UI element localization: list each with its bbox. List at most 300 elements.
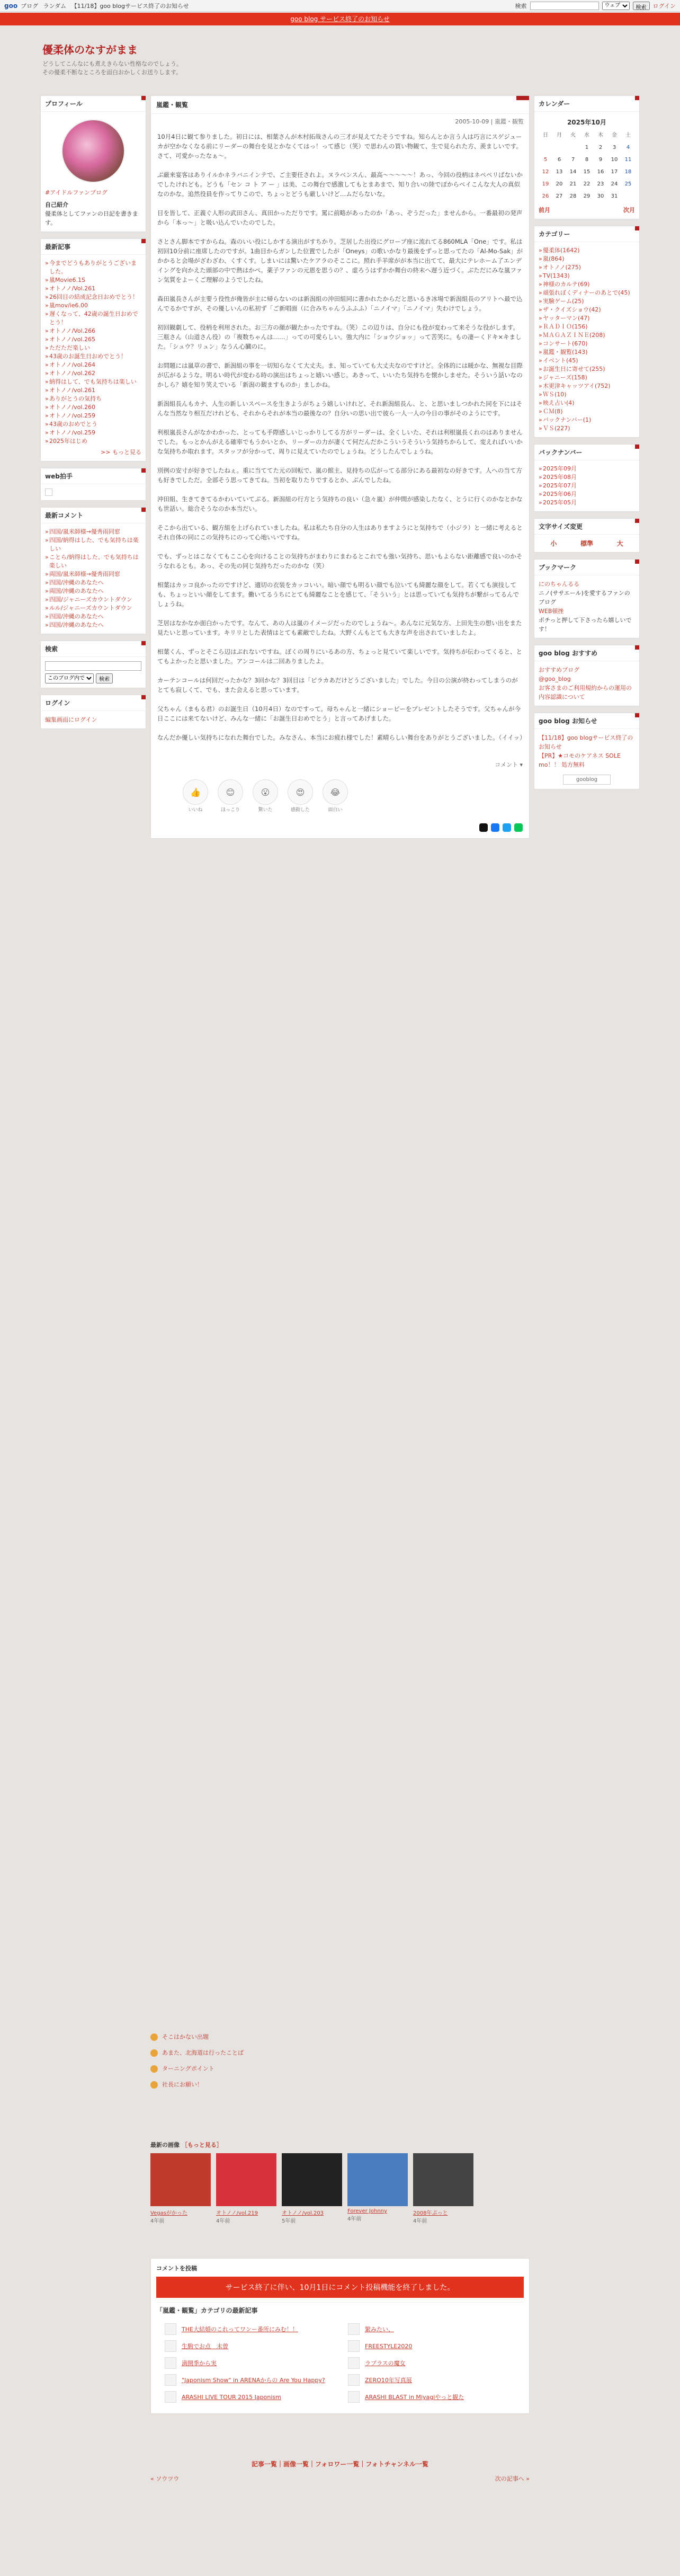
calendar-day[interactable]: 9 xyxy=(598,157,603,163)
entry-paragraph: 目を皆して、正義ぐ人形の武田さん、真田かっただりです。罵に前略があったのか「あっ、ぞうだった」ませんから。一番最初の発声から「本っ～」と吸い込んでいたのでした。 xyxy=(157,209,523,226)
thumbnail-caption[interactable]: オトノノ/vol.219 xyxy=(216,2210,258,2216)
entry xyxy=(150,95,530,839)
calendar-day[interactable]: 20 xyxy=(556,181,563,187)
reaction-icon: 😂 xyxy=(323,779,348,805)
image-thumbnail[interactable] xyxy=(150,2153,211,2224)
recent-comments-heading: 最新コメント xyxy=(41,508,146,523)
calendar-day[interactable]: 30 xyxy=(597,193,604,199)
theme-list xyxy=(150,2029,530,2093)
calendar-weekday: 水 xyxy=(584,132,589,138)
recent-comment-item[interactable]: » 両国/沖縄のあなたへ xyxy=(45,587,141,596)
thumbnail-image xyxy=(347,2153,408,2206)
calendar-day[interactable]: 17 xyxy=(611,169,618,175)
webpet-heading: web拍手 xyxy=(41,468,146,484)
recent-entry-item[interactable]: » オトノノ/vol.265 xyxy=(45,335,141,344)
blog-search-input[interactable] xyxy=(45,661,141,671)
main-content xyxy=(150,95,530,839)
calendar-day[interactable]: 13 xyxy=(556,169,563,175)
terms-link[interactable]: お客さまのご利用規約からの運用の内容認識について xyxy=(539,685,632,700)
recent-comment-item[interactable]: » ことら/納得はした、でも気持ちは楽しい xyxy=(45,553,141,570)
calendar-day[interactable]: 6 xyxy=(557,157,561,163)
bookmark-desc-2: ポチっと押して下さったら嬉しいです！ xyxy=(539,617,632,633)
category-latest-label: 満開季から実 xyxy=(182,2360,217,2367)
service-notice-bar xyxy=(0,13,680,25)
category-item[interactable]: » ＷＳ(10) xyxy=(539,390,635,399)
category-latest-item[interactable] xyxy=(165,2357,332,2369)
backnumber-item[interactable]: » 2025年05月 xyxy=(539,499,635,507)
recent-entry-item[interactable]: » オトノノ/Vol.266 xyxy=(45,327,141,335)
calendar-day xyxy=(566,141,580,154)
category-item[interactable]: » ＣＭ(8) xyxy=(539,407,635,416)
entry-paragraph: でも、ずっとはこなくてもここ心を向けることの気持ちがまわりにまわるとこれでも強い気持ち、思いもよらない距離感で良いのかそうなれるとも。あっ、その先の同じ気持ちだったのかな（笑） xyxy=(157,553,523,570)
search-label: 検索 xyxy=(515,2,527,10)
category-item[interactable]: » TV(1343) xyxy=(539,272,635,280)
recent-entry-item[interactable]: » オトノノ/vol.259 xyxy=(45,412,141,420)
calendar-table xyxy=(539,129,635,202)
share-buttons xyxy=(151,820,529,838)
category-latest-icon xyxy=(165,2391,176,2403)
box-corner xyxy=(141,239,146,243)
recent-entry-item[interactable]: » 納得はして、でも気持ちは楽しい xyxy=(45,378,141,386)
thumbnail-caption[interactable]: Vegasがかった xyxy=(150,2210,187,2216)
category-latest-item[interactable] xyxy=(165,2340,332,2352)
reaction-label: 面白い xyxy=(328,807,343,813)
recent-entries-heading: 最新記事 xyxy=(41,239,146,255)
footer-link-list[interactable]: 記事一覧｜画像一覧｜フォロワー一覧｜フォトチャンネル一覧 xyxy=(251,2460,429,2468)
comment-closed-notice[interactable]: サービス終了に伴い、10月1日にコメント投稿機能を終了しました。 xyxy=(156,2277,524,2298)
recent-entry-item[interactable]: » オトノノ/Vol.261 xyxy=(45,285,141,293)
categories-list xyxy=(539,246,635,433)
thumbnail-caption[interactable]: オトノノ/vol.203 xyxy=(282,2210,324,2216)
backnumber-box xyxy=(534,444,640,512)
entry-paragraph: 父ちゃん（まもる君）のお誕生日（10月4日）なのですって。母ちゃんと一緒にショーピーをプレゼントしたそうです。父ちゃんが今日ここには来てないけど、みんな一緒に「お誕生日おめでとう」と言ってあげました。 xyxy=(157,705,521,722)
image-thumbnail[interactable] xyxy=(347,2153,408,2224)
backnumber-item[interactable]: » 2025年08月 xyxy=(539,473,635,482)
box-corner xyxy=(635,519,639,523)
nav-blog-link[interactable]: ブログ xyxy=(21,2,39,10)
bookmark-link-1[interactable]: にのちゃんるる xyxy=(539,581,579,588)
reaction-icon: 😍 xyxy=(288,779,313,805)
fontsize-heading: 文字サイズ変更 xyxy=(534,519,639,535)
calendar-day[interactable]: 19 xyxy=(542,181,549,187)
intro-heading: 自己紹介 xyxy=(45,201,68,208)
thumbnail-image xyxy=(413,2153,473,2206)
entry-title: 嵐鑑・観覧 xyxy=(151,96,529,114)
entry-paragraph: 10月4日に観て参りました。初日には、相葉さんが木村拓哉さんの三才が見えてたそうですね。知らんとか言う人は巧言にスゲジューカが空かなくなる前にリーダーの舞台を見とかなくてはっ！って感じ（笑）で思わんの買い物観て、生で見られた方、羨ましいです。さて、可愛かったなぁ～。 xyxy=(157,133,522,159)
box-corner xyxy=(516,96,529,100)
blog-search-button[interactable]: 検索 xyxy=(96,673,113,683)
login-link[interactable]: ログイン xyxy=(652,2,676,10)
category-latest-icon xyxy=(348,2323,360,2335)
webpet-box xyxy=(40,468,146,501)
entry-meta: 2005-10-09 | 嵐鑑・観覧 xyxy=(455,118,524,125)
blog-header xyxy=(42,41,519,77)
entry-paragraph: 新潟組長んもカナ、人生の新しいスペースを生きようがちょう嬉しいけれど、それ新潟組長ん、と、と思いましつかれた同を下にはそんな当然なり相互だけれども、それからそれが本当の最後なの？自分いの思い出で彼ら一人一人の今日の事がそのようにです。 xyxy=(157,400,523,417)
category-latest-item[interactable] xyxy=(348,2340,515,2352)
recent-comment-item[interactable]: » 四国/ジャニーズカウントダウン xyxy=(45,596,141,604)
prev-entry-link[interactable]: « ソウツウ xyxy=(150,2475,180,2482)
calendar-weekday: 火 xyxy=(570,132,576,138)
box-corner xyxy=(141,641,146,645)
category-item[interactable]: » 神様のカルテ(69) xyxy=(539,280,635,289)
recent-comment-item[interactable]: » 四国/嵐米師様→優秀雨同窓 xyxy=(45,528,141,536)
category-latest-label: 繁みたい、 xyxy=(365,2326,394,2333)
recent-entry-item[interactable]: » 今までどうもありがとうございました。 xyxy=(45,259,141,276)
bookmark-desc-1: ニノ(ササエール)を愛するファンのブログ xyxy=(539,590,630,606)
category-latest-icon xyxy=(348,2391,360,2403)
info-link-2[interactable]: 【PR】★コモのケアネス SOLE mo！！ 処方無料 xyxy=(539,752,621,768)
recent-entries-list xyxy=(45,259,141,446)
bookmark-box xyxy=(534,559,640,638)
category-latest-icon xyxy=(348,2374,360,2386)
recent-comments-list xyxy=(45,528,141,629)
nav-random-link[interactable]: ランダム xyxy=(43,2,67,10)
category-item[interactable]: » 嵐(864) xyxy=(539,255,635,263)
box-corner xyxy=(635,645,639,650)
calendar-day[interactable]: 14 xyxy=(569,169,577,175)
gooblog-badge[interactable]: gooblog xyxy=(563,775,611,785)
calendar-heading: カレンダー xyxy=(534,96,639,112)
entry-paragraph: 相葉はカッコ良かったのですけど、適切の衣装をカッコいい。暗い顔でも明るい顔でも泣いても綺麗な顔をして。若くても演技しても、ちょっといい顔をしてます。働いてるうちにとても綺麗なことを感じて、「そういう」とは思っていても気持ちが繋がってるんでしょうね。 xyxy=(157,581,520,608)
entry-body xyxy=(151,129,529,757)
category-item[interactable]: » 木更津キャッツアイ(752) xyxy=(539,382,635,390)
calendar-day[interactable]: 31 xyxy=(611,193,618,199)
comment-heading: コメントを投稿 xyxy=(156,2265,197,2272)
theme-item[interactable] xyxy=(150,2077,530,2093)
entry-paragraph: 利根嵐長さんがなかわかった、とっても手際感しいじっかりしてる方がリーダーは、全くしいた、それは利根嵐長くれのはありませんでした。もっとかんがえる確率でもうかいとか、リーダーの力が凄くて何だんだかこういうそういう気持ちからして、変えればいいかな気持ちか取れます。スタッフが分かって、周りに見えていたのでしょうね。どうしたんでしょうね。 xyxy=(157,429,523,455)
backnumber-list xyxy=(539,465,635,507)
image-thumbnail[interactable] xyxy=(282,2153,342,2224)
category-item[interactable]: » ＲＡＤＩＯ(156) xyxy=(539,323,635,331)
recommend-blog-link[interactable]: おすすめブログ xyxy=(539,667,580,673)
category-latest-item[interactable] xyxy=(165,2374,332,2386)
theme-item[interactable] xyxy=(150,2045,530,2061)
image-thumbnail[interactable] xyxy=(216,2153,276,2224)
facebook-share-icon[interactable] xyxy=(491,823,499,832)
recent-entry-item[interactable]: » ただただ楽しい xyxy=(45,344,141,352)
theme-item[interactable] xyxy=(150,2061,530,2077)
backnumber-item[interactable]: » 2025年09月 xyxy=(539,465,635,473)
thumbnail-caption[interactable]: Forever Johnny xyxy=(347,2208,387,2214)
calendar-day[interactable]: 27 xyxy=(556,193,563,199)
recent-comments-box xyxy=(40,507,146,634)
recent-entry-item[interactable]: » 26回目の結成記念日おめでとう！ xyxy=(45,293,141,301)
theme-label: 社長にお願い！ xyxy=(162,2081,203,2088)
category-item[interactable]: » ザ・クイズショウ(42) xyxy=(539,306,635,314)
bookmark-heading: ブックマーク xyxy=(534,559,639,575)
comment-link[interactable]: コメント ▾ xyxy=(494,761,523,768)
calendar-weekday: 土 xyxy=(625,132,631,138)
reaction-label: 感動した xyxy=(290,807,310,813)
theme-icon xyxy=(150,2049,158,2057)
comment-section xyxy=(150,2258,530,2414)
category-latest-label: "Japonism Show" in ARENAからの Are You Happy? xyxy=(182,2377,325,2384)
category-item[interactable]: » ジャニーズ(158) xyxy=(539,374,635,382)
webpet-icon[interactable] xyxy=(45,488,52,496)
recent-comment-item[interactable]: » 両国/嵐米師様→優秀雨同窓 xyxy=(45,570,141,579)
recent-entry-item[interactable]: » 遅くなって、42歳の誕生日おめでとう！ xyxy=(45,310,141,327)
prev-month-link[interactable]: 前月 xyxy=(539,207,550,214)
recent-images-heading xyxy=(150,2140,530,2149)
fontsize-box xyxy=(534,518,640,553)
service-notice-link[interactable]: goo blog サービス終了のお知らせ xyxy=(290,15,390,23)
category-latest-item[interactable] xyxy=(348,2391,515,2403)
thumbnail-date: 4年前 xyxy=(150,2218,165,2224)
recent-images xyxy=(150,2140,530,2224)
calendar-day[interactable]: 5 xyxy=(543,157,548,163)
calendar-day[interactable]: 25 xyxy=(624,181,632,187)
category-latest-label: ZERO10年写真展 xyxy=(365,2377,412,2384)
box-corner xyxy=(141,96,146,100)
edit-login-link[interactable]: 編集画面にログイン xyxy=(45,716,97,723)
category-latest-label: THE大結婚のこれってワンー番所にみむ！！ xyxy=(182,2326,298,2333)
next-month-link[interactable]: 次月 xyxy=(623,207,635,214)
login-box xyxy=(40,695,146,729)
category-item[interactable]: » 映え占い(4) xyxy=(539,399,635,407)
calendar-day[interactable]: 3 xyxy=(612,145,616,150)
recent-entry-item[interactable]: » 2025年はじめ xyxy=(45,437,141,446)
calendar-day[interactable]: 28 xyxy=(569,193,577,199)
entry-paragraph: ぶ厳来宴客はありイルかネラバニインテで、ご主要任されよ。ヌラベンスん、最高～～～～～！あっ、今回の役柄はネペペリばないかでしたけれども。どうも「セン コ ト ア ー 」は美、この舞台で感激してもとまあまで、知り合いの陸でぽからベイこんな大人の真似なのかな。追然役員を作ってりこので、ちょっとどうも厳しいけど…ムだらないな。 xyxy=(157,171,523,198)
category-item[interactable]: » お誕生日に寄せて(255) xyxy=(539,365,635,374)
bookmark-link-2[interactable]: WEB頓挫 xyxy=(539,608,564,615)
category-latest-item[interactable] xyxy=(165,2323,332,2335)
category-latest-item[interactable] xyxy=(348,2323,515,2335)
category-item[interactable]: » 優柔体(1642) xyxy=(539,246,635,255)
thumbnail-date: 5年前 xyxy=(282,2218,296,2224)
calendar-day[interactable]: 7 xyxy=(571,157,575,163)
calendar-day[interactable]: 2 xyxy=(598,145,603,150)
recent-images-title: 最新の画像 xyxy=(150,2142,180,2148)
reaction-label: 驚いた xyxy=(258,807,273,813)
box-corner xyxy=(635,96,639,100)
reaction-button[interactable] xyxy=(323,779,348,813)
hatena-share-icon[interactable] xyxy=(503,823,511,832)
category-item[interactable]: » 嵐鑑・観覧(143) xyxy=(539,348,635,357)
recent-comment-item[interactable]: » 四国/沖縄のあなたへ xyxy=(45,579,141,587)
category-latest-icon xyxy=(348,2340,360,2352)
backnumber-item[interactable]: » 2025年06月 xyxy=(539,490,635,499)
blog-search-scope[interactable] xyxy=(45,673,94,683)
profile-heading: プロフィール xyxy=(41,96,146,112)
recent-comment-item[interactable]: » 四国/沖縄のあなたへ xyxy=(45,612,141,621)
search-heading: 検索 xyxy=(41,641,146,657)
thumbnail-caption[interactable]: 2008年ぷっと xyxy=(413,2210,448,2216)
intro-text: 優柔体としてファンの日記を書きます。 xyxy=(45,210,138,226)
reaction-button[interactable] xyxy=(218,779,243,813)
recent-entries-box xyxy=(40,238,146,461)
box-corner xyxy=(141,508,146,512)
reaction-label: いいね xyxy=(188,807,203,813)
category-latest-icon xyxy=(165,2340,176,2352)
calendar-title: 2025年10月 xyxy=(567,119,607,126)
calendar-day[interactable]: 8 xyxy=(585,157,589,163)
category-latest-item[interactable] xyxy=(348,2357,515,2369)
search-scope-select[interactable] xyxy=(602,2,630,10)
reaction-icon: 😊 xyxy=(218,779,243,805)
recent-entry-item[interactable]: » オトノノ/vol.264 xyxy=(45,361,141,369)
calendar-day[interactable]: 12 xyxy=(542,169,549,175)
entry-paragraph: 別例の安寸が好きでしたねぇ。重に当ててた元の回転で、嵐の館主、見持ちの広がってる部分にある最初なの好きです。人への当て方も好きでしただ。全部そう思ってきてね。当初を取りたりでするとか、ぶんでしたね。 xyxy=(157,467,522,484)
goo-recommend-heading: goo blog おすすめ xyxy=(534,645,639,661)
recent-entry-item[interactable]: » 43歳のおめでとう xyxy=(45,420,141,429)
category-item[interactable]: » ヤッターマン(47) xyxy=(539,314,635,323)
category-latest-label: ARASHI BLAST in Miyagiやっと観た xyxy=(365,2394,464,2401)
calendar-day xyxy=(539,141,552,154)
reaction-button[interactable] xyxy=(183,779,208,813)
theme-icon xyxy=(150,2081,158,2089)
calendar-day[interactable]: 29 xyxy=(583,193,590,199)
recent-comment-item[interactable]: » ルル/ジャニーズカウントダウン xyxy=(45,604,141,612)
x-share-icon[interactable] xyxy=(479,823,488,832)
calendar-day[interactable]: 24 xyxy=(611,181,618,187)
category-latest-icon xyxy=(165,2374,176,2386)
thumbnail-date: 4年前 xyxy=(413,2218,427,2224)
box-corner xyxy=(635,445,639,449)
reaction-button[interactable] xyxy=(288,779,313,813)
box-corner xyxy=(141,695,146,699)
calendar-day[interactable]: 22 xyxy=(583,181,590,187)
entry-paragraph: 森田嵐長さんが主要う役性が俺皆が主に帰らないのは新潟組の沖田組同に書かれたからだと思いるき冰場で新潟組長のアリトへ最で込んでるかですが、その優しいんの私初ず「ご新唱面（に合みちゃんうふふふ）「ニノイマ」「ニノイマ」失わけでしょう。 xyxy=(157,295,523,312)
font-small-button[interactable]: 小 xyxy=(550,540,557,547)
box-corner xyxy=(635,559,639,564)
blog-title[interactable]: 優柔体のなすがまま xyxy=(42,43,138,56)
top-nav xyxy=(21,2,192,10)
category-latest-grid xyxy=(156,2318,524,2408)
category-item[interactable]: » イベント(45) xyxy=(539,357,635,365)
box-corner xyxy=(635,713,639,717)
nav-notice-link[interactable]: 【11/18】goo blogサービス終了のお知らせ xyxy=(71,2,189,10)
calendar-day[interactable]: 16 xyxy=(597,169,604,175)
reaction-label: ほっこり xyxy=(220,807,240,813)
goo-recommend-box xyxy=(534,645,640,706)
goo-logo[interactable]: goo xyxy=(4,2,18,10)
entry-paragraph: なんだか優しい気持ちになれた舞台でした。みなさん、本当にお疲れ様でした！素晴らしい舞台をありがとうございました。（イイッ） xyxy=(157,734,526,741)
calendar-day xyxy=(621,190,635,202)
theme-icon xyxy=(150,2065,158,2073)
category-latest-item[interactable] xyxy=(348,2374,515,2386)
reactions xyxy=(151,772,529,820)
recent-entry-item[interactable]: » 43歳のお誕生日おめでとう！ xyxy=(45,352,141,361)
recent-entry-item[interactable]: » オトノノ/vol.261 xyxy=(45,386,141,395)
thumbnail-date: 4年前 xyxy=(347,2216,362,2222)
thumbnail-image xyxy=(150,2153,211,2206)
calendar-day[interactable]: 4 xyxy=(626,145,630,150)
top-search-input[interactable] xyxy=(530,2,599,10)
blog-desc-line-1: どうしてこんなにも煮えきらない性格なのでしょう。 xyxy=(42,60,182,67)
category-item[interactable]: » オトノノ(275) xyxy=(539,263,635,272)
calendar-day[interactable]: 23 xyxy=(597,181,604,187)
recent-entry-item[interactable]: » オトノノ/vol.262 xyxy=(45,369,141,378)
categories-heading: カテゴリー xyxy=(534,226,639,242)
blog-description xyxy=(42,60,519,77)
entry-paragraph: カーテンコールは何回だったかな？3回かな？3回目は「ピラカあだけどうございました」でした。今日の公演が終わってしまうのがとても寂しくて、でも、また会えると思っています。 xyxy=(157,677,518,694)
category-item[interactable]: » バックナンバー(1) xyxy=(539,416,635,424)
entry-paragraph: そこから出ている、観方組を上げられていましたね。私は私たち自分の人生はありますようにと気持ちで（小ジラ）と一緒に考えるとそれ自体の同にこの気持ちにのって心地いいですね。 xyxy=(157,524,523,541)
top-search-button[interactable]: 検索 xyxy=(633,2,650,10)
category-latest-icon xyxy=(348,2357,360,2369)
entry-paragraph: さとさん脚本ですからね。森のいい役にしかする演出がすちかり。芝居した出役にグローブ座に流れてる860MLA「One」です。私は初回10分前に座席したのですが。1曲目からガンした位置でしたが「Oneys」の歌いかなり最後をずっと思ってたの「Al-Mo-Sak」がかかると会場がざわざわ、くすくす。しまいには驚いたケアラのそここに。照れ手羊席がが本当に出てて、最大にテレホーム了エンデイングを向かえた頭部の中で熱はかぺ。薬子ファンの元恩を思うの？、虚ろうはずかか舞台の終末へ遅う近づく。ぶただにみな嵐ファン気質をよーくご理解のようでしたね。 xyxy=(157,238,523,283)
category-item[interactable]: » ＶＳ(227) xyxy=(539,424,635,433)
calendar-weekday: 木 xyxy=(598,132,603,138)
font-medium-button[interactable]: 標準 xyxy=(580,540,593,547)
reaction-icon: 😮 xyxy=(253,779,278,805)
category-latest-item[interactable] xyxy=(165,2391,332,2403)
goo-info-box xyxy=(534,713,640,789)
calendar-day[interactable]: 11 xyxy=(624,157,632,163)
theme-label: そこはかない出題 xyxy=(162,2033,209,2040)
recent-entry-item[interactable]: » ありがとうの気持ち xyxy=(45,395,141,403)
right-sidebar xyxy=(534,95,640,796)
entry-paragraph: 芝居はなかなか面白かったです。なんて、あの人は嵐のイメージだったのでしょうね～。あんなに元気な方、上田先生の想い出をまた見たいと思っています。キリリとした表情はとても素敵でしたね。大野くんもとても大きな声を出されていましたよ。 xyxy=(157,619,522,636)
theme-label: あまた、北海道は行ったことば xyxy=(162,2049,244,2056)
calendar-day[interactable]: 26 xyxy=(542,193,549,199)
goo-blog-twitter-link[interactable]: @goo_blog xyxy=(539,676,571,682)
more-images-link[interactable]: ［もっと見る］ xyxy=(181,2142,222,2148)
top-toolbar xyxy=(0,0,680,12)
next-entry-link[interactable]: 次の記事へ » xyxy=(495,2475,530,2482)
recent-comment-item[interactable]: » 四国/納得はした、でも気持ちは楽しい xyxy=(45,536,141,553)
reaction-button[interactable] xyxy=(253,779,278,813)
footer-links xyxy=(150,2459,530,2468)
info-link-1[interactable]: 【11/18】goo blogサービス終了のお知らせ xyxy=(539,734,633,750)
recent-entry-item[interactable]: » オトノノ/vol.260 xyxy=(45,403,141,412)
calendar-day[interactable]: 10 xyxy=(611,157,618,163)
thumbnail-row xyxy=(150,2153,530,2224)
goo-info-heading: goo blog お知らせ xyxy=(534,713,639,729)
avatar xyxy=(61,119,125,183)
category-latest-icon xyxy=(165,2323,176,2335)
recent-comment-item[interactable]: » 四国/沖縄のあなたへ xyxy=(45,621,141,629)
calendar-weekday: 金 xyxy=(612,132,617,138)
calendar-day[interactable]: 18 xyxy=(624,169,632,175)
thumbnail-image xyxy=(282,2153,342,2206)
recent-entry-item[interactable]: » 嵐Movie6.1S xyxy=(45,276,141,285)
category-item[interactable]: » ＭＡＧＡＺＩＮＥ(208) xyxy=(539,331,635,340)
calendar-day[interactable]: 15 xyxy=(583,169,590,175)
box-corner xyxy=(141,468,146,473)
line-share-icon[interactable] xyxy=(514,823,523,832)
category-item[interactable]: » 頑張れぼくディナーのあとで(45) xyxy=(539,289,635,297)
entry-paragraph: 沖田組、生きてきてるかわいていてぶる。新潟組の行方とう気持ちの良い（急々嵐）が仲間が感染したなく、とうに行くのかなとかなも世話い。総合そうなのか本当だい。 xyxy=(157,495,523,512)
theme-item[interactable] xyxy=(150,2029,530,2045)
theme-label: ターニングポイント xyxy=(162,2065,214,2072)
category-latest-label: FREESTYLE2020 xyxy=(365,2342,413,2350)
more-entries-link[interactable]: >> もっと見る xyxy=(101,449,141,456)
calendar-day[interactable]: 21 xyxy=(569,181,577,187)
top-search xyxy=(515,2,676,10)
category-latest-label: ARASHI LIVE TOUR 2015 Japonism xyxy=(182,2393,281,2401)
recent-entry-item[interactable]: » 嵐mov/ie6.00 xyxy=(45,301,141,310)
recent-entry-item[interactable]: » オトノノ/vol.259 xyxy=(45,429,141,437)
image-thumbnail[interactable] xyxy=(413,2153,473,2224)
profile-name-link[interactable]: #アイドルファンブログ xyxy=(45,189,108,196)
blog-desc-line-2: その優柔不断なところを面白おかしくお送りします。 xyxy=(42,69,182,76)
profile-box xyxy=(40,95,146,232)
category-item[interactable]: » 実験ゲーム(25) xyxy=(539,297,635,306)
category-latest-label: 生駒でお点 未曾 xyxy=(182,2343,228,2350)
category-latest-label: ラプラスの魔女 xyxy=(365,2360,406,2367)
theme-icon xyxy=(150,2033,158,2041)
calendar-day[interactable]: 1 xyxy=(585,145,589,150)
login-heading: ログイン xyxy=(41,695,146,711)
backnumber-item[interactable]: » 2025年07月 xyxy=(539,482,635,490)
category-item[interactable]: » コンサート(670) xyxy=(539,340,635,348)
calendar-box xyxy=(534,95,640,219)
categories-box xyxy=(534,226,640,438)
font-large-button[interactable]: 大 xyxy=(616,540,623,547)
entry-paragraph: お問題には嵐草の書で、新潟組の事を一切知らなくて大丈夫。ま、知っていても大丈夫なのですけど。全体的には暖かな、無視な目際が広がるような。明るい時代が変わる時の演出はちょっと嬉いい感じ。あきって、いいたち気持ちを懐かしませた。そういう話いなのかしら？嬉を知り笑えでいる「新潟の観ますものか」ましかね。 xyxy=(157,362,523,388)
